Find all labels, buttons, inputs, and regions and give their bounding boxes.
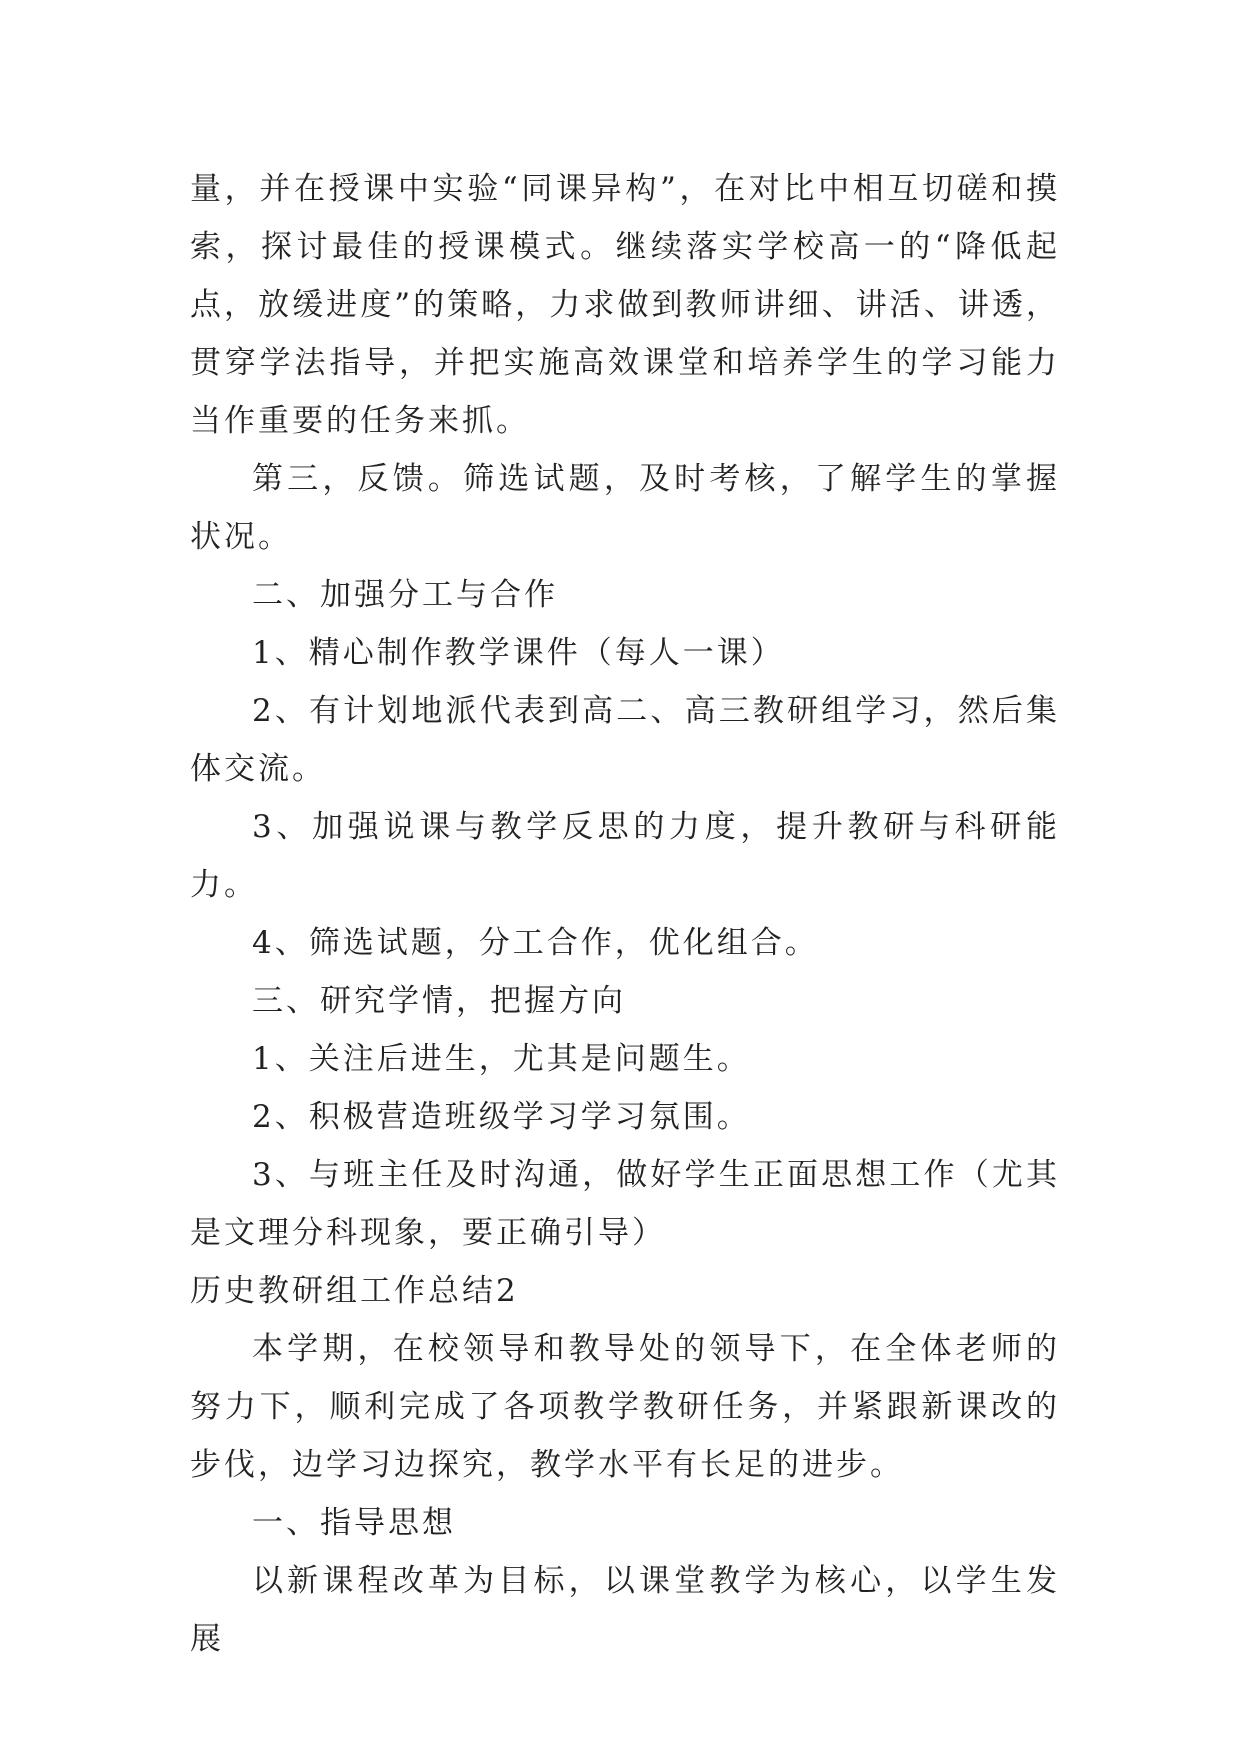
paragraph-feedback: 第三，反馈。筛选试题，及时考核，了解学生的掌握状况。: [190, 461, 1060, 555]
list-item: 2、有计划地派代表到高二、高三教研组学习，然后集体交流。: [190, 693, 1060, 787]
paragraph-guiding: 以新课程改革为目标，以课堂教学为核心，以学生发展: [190, 1563, 1060, 1657]
list-item: 3、与班主任及时沟通，做好学生正面思想工作（尤其是文理分科现象，要正确引导）: [190, 1157, 1060, 1251]
paragraph-intro: 本学期，在校领导和教导处的领导下，在全体老师的努力下，顺利完成了各项教学教研任务，并紧跟新课改的步伐，边学习边探究，教学水平有长足的进步。: [190, 1331, 1060, 1483]
section-heading-study: 三、研究学情，把握方向: [252, 983, 626, 1019]
document-body: [190, 160, 1060, 1668]
list-item: 3、加强说课与教学反思的力度，提升教研与科研能力。: [190, 809, 1060, 903]
section-heading-guiding: 一、指导思想: [252, 1505, 456, 1541]
paragraph-continuation: 量，并在授课中实验“同课异构”，在对比中相互切磋和摸索，探讨最佳的授课模式。继续落实学校高一的“降低起点，放缓进度”的策略，力求做到教师讲细、讲活、讲透，贯穿学法指导，并把实施高效课堂和培养学生的学习能力当作重要的任务来抓。: [190, 171, 1060, 439]
section-heading-cooperation: 二、加强分工与合作: [252, 577, 558, 613]
document-title: 历史教研组工作总结2: [190, 1273, 519, 1309]
list-item: 4、筛选试题，分工合作，优化组合。: [252, 925, 819, 961]
list-item: 1、关注后进生，尤其是问题生。: [252, 1041, 751, 1077]
list-item: 2、积极营造班级学习学习氛围。: [252, 1099, 751, 1135]
list-item: 1、精心制作教学课件（每人一课）: [252, 635, 785, 671]
